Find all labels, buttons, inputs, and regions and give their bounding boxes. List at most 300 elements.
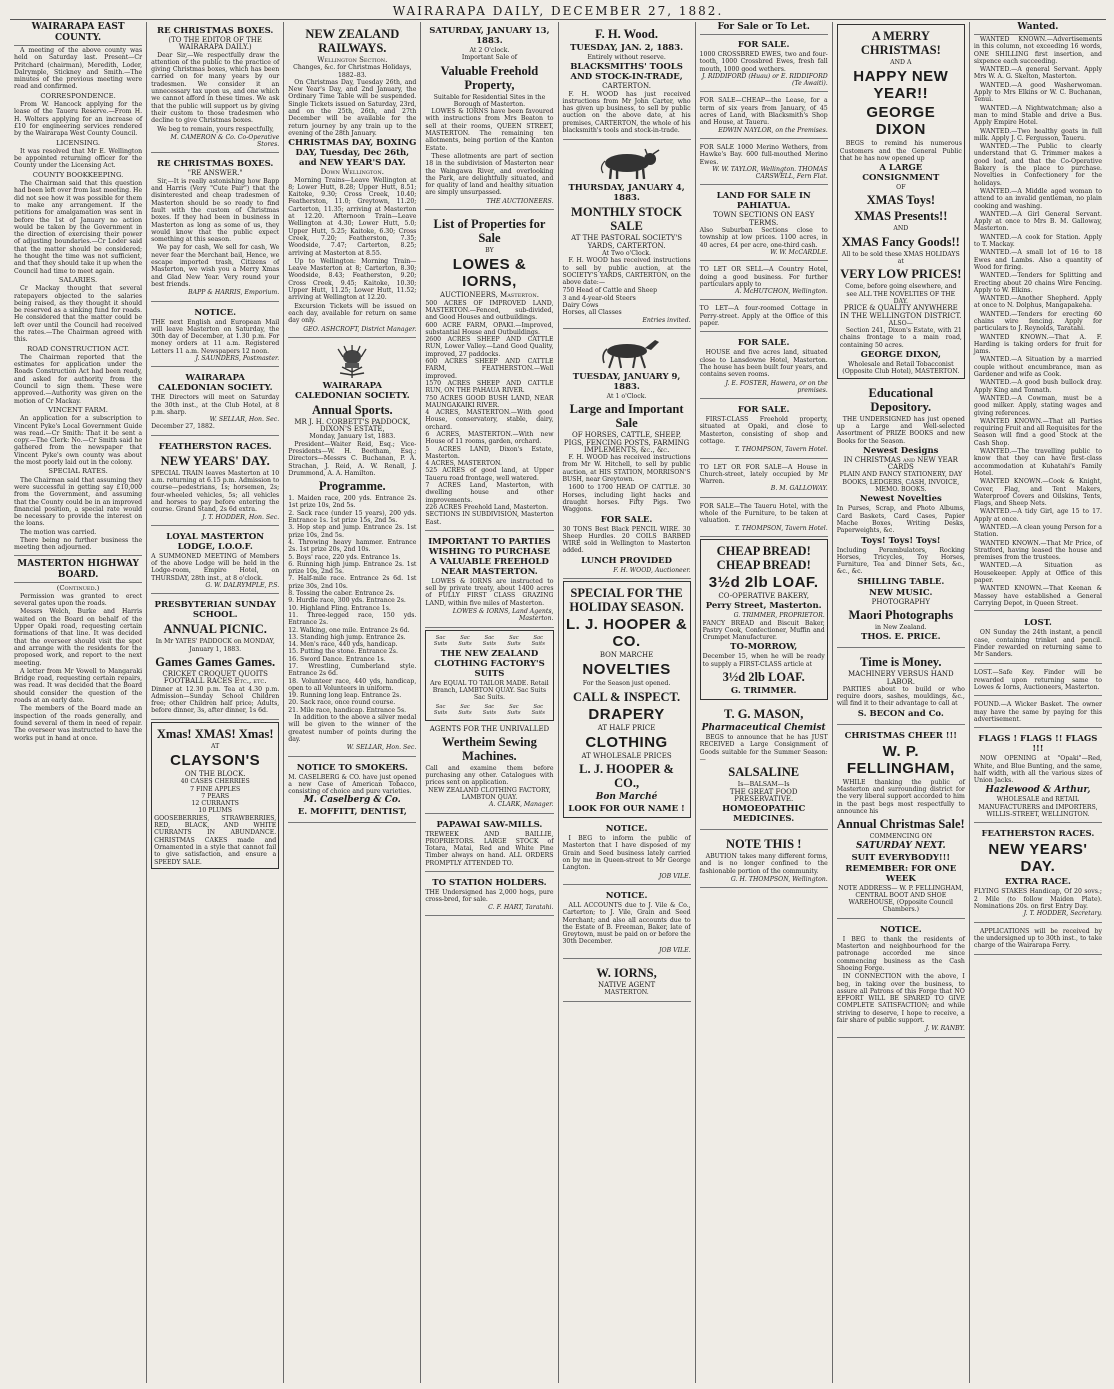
ad-text: OF: [896, 184, 906, 192]
ad-notice-vile: [563, 820, 691, 885]
ad-text: FLYING STAKES Handicap, Of 20 sovs.; 2 Mile (to follow Maiden Plate). Nominations 20s. on first Entry Day.: [973, 888, 1102, 910]
ad-heading: Perry Street, Masterton.: [705, 601, 822, 612]
col1-section: LICENSING.: [56, 138, 101, 147]
ad-heading: RE CHRISTMAS BOXES.: [157, 159, 274, 170]
ad-heading: Toys! Toys! Toys!: [861, 535, 941, 546]
ad-subheading: Pharmaceutical Chemist: [701, 723, 826, 734]
ad-text: F. H. WOOD has received instructions from Mr W. Hitchell, to sell by public auction, at HIS STATION, MORRISON'S BUSH, near Greytown.: [562, 454, 691, 484]
ad-big-heading: NOTE THIS !: [725, 837, 802, 852]
ad-lost-key: [974, 666, 1102, 696]
ad-subheading: ON THE BLOCK.: [184, 770, 246, 778]
ad-merino: [700, 141, 828, 185]
ad-heading: A LARGE CONSIGNMENT: [862, 163, 940, 184]
wanted-list: [974, 36, 1102, 607]
ad-lost: [974, 614, 1102, 664]
ad-text: Excursion Tickets will be issued on each day, available for return on same day only.: [288, 302, 417, 325]
ad-note-this: [700, 832, 828, 888]
horse-illustration: [563, 336, 691, 370]
ad-text: TO LET OR FOR SALE—A House in Church-street, lately occupied by Mr Warren.: [699, 463, 828, 486]
list-item: 7. Half-mile race. Entrance 2s 6d. 1st prize 30s, 2nd 10s.: [288, 575, 417, 590]
ad-date: December 27, 1882.: [151, 423, 215, 431]
ad-heading: GEORGE DIXON,: [860, 350, 941, 361]
ad-subheading: Hazlewood & Arthur,: [985, 785, 1091, 796]
ad-text: Dinner at 12.30 p.m. Tea at 4.30 p.m. Admission—Sunday School Children free; other Children half price; Adults, before dinner, 3s, after dinner, 1s 6d.: [151, 685, 280, 715]
list-item: 12. Walking, one mile. Entrance 2s 6d.: [288, 626, 410, 634]
list-item: 19. Running long leap. Entrance 2s.: [288, 692, 402, 700]
ad-heading: PRESBYTERIAN SUNDAY SCHOOL.: [154, 600, 276, 621]
ad-monthly-stock: [563, 142, 691, 329]
list-item: 9. Hurdle race, 300 yds. Entrance 2s.: [288, 597, 406, 605]
ad-text: F. H. WOOD has just received instructions from Mr John Carter, who has given up business, to sell by public auction on the above date, at his premises, CARTERTON, the whole of his blacksmith's tools and stock-in-trade.: [562, 90, 691, 135]
ad-big-heading: W. IORNS,: [596, 966, 657, 981]
thistle-emblem-illustration: [288, 345, 416, 379]
ad-railways: [288, 22, 416, 338]
column-4: [421, 22, 558, 1383]
ad-lodge: [151, 528, 279, 594]
list-item: 525 ACRES of good land, at Upper Taueru road frontage, well watered.: [425, 467, 554, 482]
ad-text: Come, before going elsewhere, and see ALL THE NOVELTIES OF THE DAY.: [845, 283, 957, 305]
ad-text: FOR SALE—The Taueru Hotel, with the whole of the Furniture, to be taken at valuation.: [699, 502, 828, 525]
ad-text: AND A: [890, 59, 912, 66]
ad-big-heading: Annual Sports.: [312, 402, 393, 417]
ad-text: Also Suburban Sections close to township at low prices. 1100 acres, in 40 acres, £4 per acre, one-third cash.: [699, 227, 828, 249]
ad-heading: FEATHERSTON RACES.: [158, 441, 272, 452]
ad-text: WHILE thanking the public of Masterton and surrounding district for the very liberal support accorded to him in the past begs most respectfully to announce his: [836, 778, 965, 815]
wanted-item: WANTED.—A Middle aged woman to attend to an invalid gentleman, no plain cooking and washing.: [973, 187, 1102, 210]
wanted-item: WANTED.—Tenders for erecting 60 chains wire fencing. Apply for particulars to J. Reynolds, Taratahi.: [973, 310, 1102, 333]
list-item: 1. Maiden race, 200 yds. Entrance 2s. 1st prize 10s, 2nd 5s.: [288, 495, 417, 510]
ad-cheap-bread: [700, 539, 828, 700]
ad-signature: A. CLARK, Manager.: [489, 801, 554, 809]
ad-freehold: [700, 401, 828, 458]
ad-subheading: MACHINERY VERSUS HAND LABOR.: [847, 670, 954, 686]
ad-house-sale: [700, 334, 828, 399]
ad-subheading: (TO THE EDITOR OF THE WAIRARAPA DAILY.): [168, 36, 262, 52]
ad-big-heading: NEW ZEALAND RAILWAYS.: [305, 27, 400, 55]
ad-text: NEW ZEALAND CLOTHING FACTORY, LAMBTON QUAY.: [428, 786, 551, 801]
col1-body: [14, 47, 142, 552]
ad-heading: CHRISTMAS DAY, BOXING DAY, Tuesday, Dec 26th, and NEW YEAR'S DAY.: [288, 138, 417, 169]
ad-heading: NOTICE.: [194, 307, 237, 318]
ad-claysons: [151, 722, 279, 869]
ad-mason-chemist: [700, 702, 828, 830]
column-7: [833, 22, 970, 1383]
ad-christmas-boxes: [151, 22, 279, 153]
ad-subheading: MR J. H. CORBETT'S PADDOCK, DIXON'S ESTATE,: [294, 417, 411, 434]
wanted-item: WANTED KNOWN.—Advertisements in this column, not exceeding 16 words, ONE SHILLING first insertion, and sixpence each succeeding.: [973, 36, 1102, 65]
ad-signature: M. CAMERON & Co. Co-Operative Stores.: [170, 133, 280, 149]
ad-text: LOWES & IORNS are instructed to sell by private treaty, about 1400 acres of FULLY FIRST CLASS GRAZING LAND, within five miles of Masterton.: [425, 577, 554, 607]
list-item: 2. Sack race (under 15 years), 200 yds. Entrance 1s. 1st prize 15s, 2nd 5s.: [288, 509, 417, 525]
col1-section: VINCENT FARM.: [48, 405, 108, 414]
wanted-item: WANTED.—A Cowman, must be a good milker. Apply, stating wages and giving references.: [973, 394, 1102, 417]
ad-subheading: OF HORSES, CATTLE, SHEEP, PIGS, FENCING POSTS, FARMING IMPLEMENTS, &c., &c.: [563, 431, 690, 454]
ad-subheading: AT WHOLESALE PRICES: [581, 751, 672, 760]
ad-signature: G. TRIMMER, PROPRIETOR.: [733, 612, 825, 620]
ad-huge-heading: GEORGE DIXON: [866, 104, 936, 139]
ad-time-is-money: [837, 650, 965, 724]
ad-heading: NEW MUSIC.: [869, 587, 933, 598]
ad-signature: J. T. HODDER, Hon. Sec.: [202, 513, 280, 521]
col1-para: The Chairman said that this question had been left over from last meeting. He did not see how it was possible for them to make any arrangement. If the petitions for amalgamation was sent in before the 1st of January no action would be taken by the Government in the direction of exercising their power of adjusting boundaries.—Cr Loder said that the matter should be considered; he thought the time was not sufficient, and that they should take it up when the Council had time to meet again.: [14, 180, 143, 275]
ad-text: All to be sold these XMAS HOLIDAYS at: [841, 250, 960, 266]
wanted-item: WANTED.—A Girl General Servant. Apply at once to Mrs B. M. Galloway, Masterton.: [973, 210, 1102, 233]
list-item: 17. Wrestling, Cumberland style. Entrance 2s 6d.: [288, 663, 417, 678]
ad-heading: TO STATION HOLDERS.: [432, 878, 547, 889]
ad-text: BY: [485, 247, 494, 255]
ad-heading: SATURDAY, JANUARY 13, 1883.: [429, 26, 550, 46]
ad-huge-heading: CLOTHING: [585, 733, 668, 751]
list-item: 5 ACRES LAND, Dixon's Estate, Masterton.: [425, 445, 554, 460]
ad-text: LOWES & IORNS have been favoured with instructions from Mrs Beaton to sell at their rooms, QUEEN STREET, MASTERTON. The remaining ten allotments, being portion of the Kanton Estate.: [425, 108, 554, 152]
list-item: Horses, all Classes: [562, 309, 622, 317]
ad-heading: NOTICE.: [605, 824, 648, 835]
ad-signature: JOB VILE.: [659, 872, 691, 880]
wanted-item: WANTED.—A cook for Station. Apply to T. Mackay.: [973, 233, 1102, 249]
divider: [974, 610, 1102, 611]
ad-text: ALSO—: [888, 319, 913, 327]
list-item: 226 ACRES Freehold Land, Masterton.: [425, 503, 549, 511]
ad-text: Dear Sir,—We respectfully draw the attention of the public to the practice of giving Christmas boxes, which has been carried on for many years by our tradesmen. We consider it an unnecessary tax upon us, and one which we cannot afford in these times. We ask that the public will support us by giving their custom to those tradesmen who decline to give Christmas boxes.: [151, 51, 280, 125]
ad-ewes: [700, 36, 828, 92]
ad-large-sale: [563, 331, 691, 579]
ad-text: COMMENCING ON: [869, 833, 933, 841]
ad-big-heading: Maori Photographs: [848, 607, 954, 622]
ad-sunday-school: [151, 596, 279, 719]
ad-heading: EXTRA RACE.: [1004, 877, 1071, 888]
ad-heading: THURSDAY, JANUARY 4, 1883.: [568, 183, 685, 204]
ad-heading: NOTICE TO SMOKERS.: [296, 762, 408, 773]
wanted-item: WANTED.—A Nightwatchman; also a man to mind Stable and drive a Bus. Apply Empire Hotel.: [973, 104, 1102, 127]
wanted-item: WANTED.—The travelling public to know that they can have first-class accommodation at Kuhatahi's Family Hotel.: [973, 448, 1102, 477]
ad-big-heading: A MERRY CHRISTMAS!: [860, 29, 941, 57]
ad-text: TO LET—A four-roomed Cottage in Perry-street. Apply at the Office of this paper.: [699, 305, 828, 328]
ad-forge-notice: [837, 921, 965, 1038]
ad-text: In Purses, Scrap, and Photo Albums, Card Baskets, Card Cases, Papier Mache Boxes, Writing Desks, Paperweights, &c.: [836, 505, 965, 535]
ad-smokers: [288, 759, 416, 824]
ad-clothing-factory: [425, 630, 553, 721]
ad-text: FOR SALE 1000 Merino Wethers, from Hawke's Bay. 600 full-mouthed Merino Ewes.: [699, 143, 828, 166]
ad-huge-heading: DRAPERY: [588, 705, 665, 723]
ad-signature: B. M. GALLOWAY.: [770, 485, 828, 493]
ad-big-heading: T. G. MASON,: [724, 707, 804, 722]
ad-text: Up to Wellington: Morning Train—Leave Masterton at 8; Carterton, 8.30; Woodside, 8.43; Featherston, 9.20; Cross Creek, 9.45; Kaitoke, 10.30; Upper Hutt, 11.25; Lower Hutt, 11.52; arriving at Wellington at 12.20.: [288, 257, 417, 302]
ad-text: THE Directors will meet on Saturday the 30th inst., at the Club Hotel, at 8 p.m. sharp.: [151, 394, 280, 416]
ad-text: FOR SALE—CHEAP—the Lease, for a term of six years from January, of 45 acres of Land, with Blacksmith's Shop and House, at Taueru.: [699, 97, 828, 127]
list-item: 500 ACRES OF IMPROVED LAND, MASTERTON.—Fenced, sub-divided, and Good Houses and outbuildings.: [425, 299, 554, 322]
ad-text: FIRST-CLASS Freehold property, situated at Opaki, and close to Masterton, consisting of shop and cottage.: [699, 416, 828, 445]
ad-text: GOOSEBERRIES, STRAWBERRIES, RED, BLACK, AND WHITE CURRANTS IN ABUNDANCE. CHRISTMAS CAKES made and Ornamented in a style that cannot fail to give satisfaction, and ensure a SPEEDY SALE.: [154, 814, 277, 866]
ad-text: Changes, &c. for Christmas Holidays, 1882–83.: [293, 64, 412, 79]
ad-heading: S. BECON and Co.: [857, 708, 944, 719]
ad-heading: HOMOEOPATHIC MEDICINES.: [722, 804, 806, 825]
ad-featherston-extra: [974, 825, 1102, 922]
col1-section: CORRESPONDENCE.: [40, 91, 116, 100]
ad-caledonian-meeting: [151, 369, 279, 435]
ad-big-heading: SALSALINE: [728, 765, 800, 780]
border-text: Sac Suits: [458, 634, 472, 647]
ad-big-heading: Time is Money.: [860, 655, 942, 670]
ad-signature: W. SELLAR, Hon. Sec.: [209, 416, 280, 424]
list-item: 4 ACRES, MASTERTON.—With good House, conservatory, stable, dairy, orchard.: [425, 409, 554, 431]
border-text: Sac Suits: [458, 703, 472, 716]
ad-text: FOUND.—A Wicker Basket. The owner may have the same by paying for this advertisement.: [973, 701, 1102, 723]
ad-huge-heading: 3½d 2lb LOAF.: [708, 573, 819, 591]
ad-important-freehold: [425, 533, 553, 628]
ad-heading: TO-MORROW,: [730, 642, 798, 653]
ad-big-heading: Programme.: [318, 479, 386, 494]
list-item: 7 ACRES Land, Masterton, with dwelling house and other improvements.: [425, 482, 554, 504]
col1-para: Messrs Welch, Burke and Harris waited on the Board on behalf of the Upper Opaki road, requesting certain formations of that line. It was decided that the overseer should visit the spot and arrange with the residents for the proposed work, and report to the next meeting.: [14, 608, 143, 667]
ad-sewing-machines: [425, 723, 553, 814]
col1-para: There being no further business the meeting then adjourned.: [14, 537, 143, 552]
ad-text: In addition to the above a silver medal will be given to the winner of the greatest number of points during the day.: [288, 714, 417, 743]
ad-heading: LUNCH PROVIDED: [581, 555, 673, 566]
ad-signature: J. RIDDIFORD (Huau) or E. RIDDIFORD (Te Awaiti).: [701, 72, 828, 88]
wanted-item: WANTED.—Tenders for Splitting and Erecting about 20 chains Wire Fencing. Apply to W. Elkins.: [973, 272, 1102, 294]
ad-big-heading: Xmas! XMAS! Xmas!: [156, 726, 274, 741]
ad-heading: LOOK FOR OUR NAME !: [568, 804, 685, 815]
list-item: Dairy Cows: [562, 302, 599, 310]
ad-huge-heading: W. P. FELLINGHAM,: [846, 742, 955, 777]
col1-para: From W. Hancock applying for the lease of the Taueru Reserve.—From H. H. Wolters applying for an increase of £10 for engineering services rendered by the Wairarapa West County Council.: [14, 101, 143, 138]
ad-heading: PAPAWAI SAW-MILLS.: [436, 819, 543, 830]
ad-signature: J. T. HODDER, Secretary.: [1023, 910, 1102, 918]
list-item: 10. Highland Fling. Entrance 1s.: [288, 604, 391, 612]
ad-featherston-races: [151, 438, 279, 526]
ad-text: Entries invited.: [642, 316, 691, 324]
ad-text: AND: [893, 225, 909, 233]
ad-heading: IMPORTANT TO PARTIES WISHING TO PURCHASE A VALUABLE FREEHOLD NEAR MASTERTON.: [428, 536, 551, 577]
ad-text: IN CONNECTION with the above, I beg, in taking over the business, to assure all Patrons of this Forge that NO EFFORT WILL BE SPARED TO GIVE COMPLETE SATISFACTION; and while striving to deserve, I hope to receive, a fair share of public support.: [836, 973, 965, 1024]
col1-para: A letter from Mr Vowell to Mangaraki Bridge road, requesting certain repairs, was read. It was decided that the Board should consider the question of the roads at an early date.: [14, 667, 143, 705]
ad-educational: [837, 381, 965, 649]
list-item: 8. Tossing the caber. Entrance 2s.: [288, 590, 395, 598]
col1-heading2: MASTERTON HIGHWAY BOARD.: [14, 559, 142, 583]
ad-text: THE UNDERSIGNED has just opened up a Large and Well-selected Assortment of PRIZE BOOKS and new Books for the Season.: [836, 415, 965, 445]
ad-subheading: AT THE PASTORAL SOCIETY'S YARDS, CARTERTON.: [571, 234, 683, 250]
border-text: Sac Suits: [433, 703, 448, 716]
ad-signature: EDWIN NAYLOR, on the Premises.: [718, 126, 828, 134]
ad-hotel-let: [700, 263, 828, 300]
ad-signature: G. W. DALRYMPLE, P.S.: [205, 582, 280, 590]
ad-text: President—Waiter Reid, Esq.; Vice-Presidents—W. H. Beetham, Esq.; Directors—Messrs C. Buchanan, P. A. Strachan, J. Reid, A. W. Renall, J. Drummond, A. A. Hamilton.: [288, 440, 417, 477]
border-text: Sac Suits: [433, 634, 448, 647]
ad-text: HOUSE and five acres land, situated close to Lansdowne Hotel, Masterton. The house has been built four years, and contains seven rooms.: [699, 349, 828, 379]
ad-christmas-boxes-answer: [151, 155, 279, 301]
wanted-item: WANTED.—A Situation as Housekeeper. Apply at Office of this paper.: [973, 562, 1102, 585]
ad-big-heading: CALL & INSPECT.: [573, 689, 681, 704]
ad-text: in New Zealand.: [875, 623, 927, 631]
ad-date: Monday, January 1st, 1883.: [309, 433, 396, 441]
list-item: 12 CURRANTS: [191, 800, 239, 808]
list-item: 1570 ACRES SHEEP AND CATTLE RUN, ON THE PAHAUA RIVER.: [425, 379, 554, 395]
list-item: 20. Sack race, once round course.: [288, 699, 396, 707]
ad-flags: [974, 730, 1102, 823]
ad-text: We beg to remain, yours respectfully,: [157, 125, 274, 133]
ad-subheading: PHOTOGRAPHY: [871, 597, 930, 606]
ad-heading: LOST.: [1024, 618, 1052, 629]
ad-text: I BEG to thank the residents of Masterton and neighbourhood for the patronage accorded me since commencing business as the Cash Shoeing Forge.: [836, 935, 965, 972]
ad-heading: NOTICE.: [605, 890, 648, 901]
ad-big-heading: List of Properties for Sale: [433, 217, 546, 246]
list-item: 13. Standing high jump. Entrance 2s.: [288, 633, 406, 641]
ad-george-dixon: [837, 24, 965, 379]
ad-big-heading: XMAS Fancy Goods!!: [841, 234, 960, 249]
ad-heading: THOS. E. PRICE.: [861, 632, 941, 643]
col1-para: The motion was carried.: [20, 528, 97, 536]
ad-heading: FOR SALE.: [737, 338, 790, 349]
ad-text: TREWEEK AND BAILLIE, PROPRIETORS. LARGE STOCK of Totara, Matai, Red and White Pine Timber always on hand. ALL ORDERS PROMPTLY ATTENDED TO.: [425, 830, 554, 867]
list-item: 750 ACRES GOOD BUSH LAND, NEAR MAUNGAKAIKI RIVER.: [425, 394, 554, 409]
ad-text: MASTERTON.: [604, 989, 649, 997]
wanted-item: WANTED KNOWN.—That A. F. Harding is taking orders for fruit for jams.: [973, 333, 1102, 356]
ad-text: AT: [211, 742, 220, 750]
ad-text: Section 241, Dixon's Estate, with 21 chains frontage to a main road, containing 50 acres.: [839, 327, 962, 349]
columns: [10, 22, 1106, 1383]
ad-heading: BLACKSMITHS' TOOLS AND STOCK-IN-TRADE,: [570, 62, 683, 83]
col1-section: ROAD CONSTRUCTION ACT.: [27, 344, 129, 353]
ad-big-heading: VERY LOW PRICES!: [840, 267, 962, 282]
ad-big-heading: Games Games Games.: [155, 654, 276, 669]
ad-heading: TUESDAY, JAN. 2, 1883.: [570, 43, 684, 53]
list-item: 3 and 4-year-old Steers: [562, 294, 636, 302]
ad-text: Morning Trains—Leave Wellington at 8; Lower Hutt, 8.28; Upper Hutt, 8.51; Kaitoke, 9.30; Cross Creek, 10.40; Featherston, 11.0; Greytown, 11.20; Carterton, 11.35; arriving at Masterton at 12.20. Afternoon Train—Leave Wellington at 4.30; Lower Hutt, 5.0; Upper Hutt, 5.25; Kaitoke, 6.30; Cross Creek, 7.20; Featherston, 7.35; Woodside, 7.47; Carterton, 8.25; arriving at Masterton at 8.55.: [288, 176, 417, 257]
col1-para: It was resolved that Mr E. Wellington be appointed returning officer for the County under the Licensing Act.: [14, 147, 143, 170]
border-text: Sac Suits: [507, 703, 521, 716]
ad-huge-heading: NOVELTIES: [582, 661, 671, 679]
ad-subheading: CARTERTON.: [602, 82, 651, 91]
wanted-item: WANTED.—The Public to clearly understand that G. Trimmer makes a good loaf, and that the Co-Operative Bakery is the place to purchase. Novelties in Confectionery for the holidays.: [973, 143, 1102, 187]
ad-text: LOST.—Safe Key. Finder will be rewarded upon returning same to Lowes & Iorns, Auctioneers, Masterton.: [973, 669, 1102, 692]
ad-signature: JOB VILE.: [659, 946, 691, 954]
ad-signature: W. W. TAYLOR, Wellington. THOMAS CARSWELL, Fern Flat.: [712, 165, 828, 181]
ad-text: THE Undersigned has 2,000 hogs, pure cross-bred, for sale.: [425, 889, 554, 904]
list-item: 21. Mile race, handicap. Entrance 5s.: [288, 706, 407, 714]
ad-text: F. H. WOOD has received instructions to sell by public auction, at the SOCIETY'S YARDS, CARTERTON, on the above date:—: [562, 257, 691, 287]
ad-caledonian-sports: [288, 340, 416, 757]
ad-subheading: PRICE & QUALITY ANYWHERE IN THE WELLINGTON DISTRICT.: [840, 304, 962, 320]
masthead: WAIRARAPA DAILY, DECEMBER 27, 1882.: [10, 4, 1106, 20]
column-5: [559, 22, 696, 1383]
col1-heading: WAIRARAPA EAST COUNTY.: [14, 22, 142, 46]
ad-cottage: [700, 302, 828, 332]
ad-text: Wholesale and Retail Tobacconist (Opposite Club Hotel), MASTERTON.: [842, 361, 960, 376]
wanted-item: WANTED KNOWN.—That Mr Price, of Stratford, having leased the house and premises from the trustees.: [973, 539, 1102, 562]
list-item: 11. Three-legged race, 150 yds. Entrance 2s.: [288, 611, 417, 627]
ad-text: On Christmas Day, Tuesday 26th, and New Year's Day, and 2nd January, the Ordinary Time Table will be suspended. Single Tickets issued on Saturday, 23rd, and on the 25th, 26th, and 27th December will be available for the return journey by any train up to the evening of the 28th January.: [288, 78, 417, 137]
ad-big-heading: ANNUAL PICNIC.: [163, 622, 267, 637]
list-item: 15. Putting the stone. Entrance 2s.: [288, 648, 398, 656]
ad-text: TO LET OR SELL—A Country Hotel, doing a good business. For further particulars apply to: [699, 266, 828, 288]
ad-text: We pay for cash, We sell for cash, We never fear the Merchant bail, Hence, we escape imported trash, Citizens of Masterton, we wish you a Merry Xmas and Glad New Year. Very round your best friends.: [151, 244, 280, 288]
wanted-item: WANTED.—A clean young Person for a Station.: [973, 524, 1102, 539]
ad-text: At 1 o'Clock.: [606, 392, 647, 400]
list-item: 16. Sword Dance. Entrance 1s.: [288, 655, 386, 663]
ad-heading: Newest Designs: [863, 445, 939, 456]
ad-found: [974, 698, 1102, 728]
ad-subheading: SATURDAY NEXT.: [855, 840, 946, 851]
ad-cheap-lease: [700, 94, 828, 138]
col1-para: The Chairman reported that the estimates for application under the Roads Construction Act had been ready, and asked for authority from the Council to sign them. These were approved.—Authority was given on the motion of Cr Mackay.: [14, 353, 143, 405]
ad-subheading: TOWN SECTIONS ON EASY TERMS.: [713, 211, 815, 227]
ad-signature: M. Caselberg & Co.: [303, 795, 401, 806]
col1-para: Permission was granted to erect several gates upon the roads.: [14, 592, 143, 608]
divider: [14, 555, 142, 556]
ad-text: Important Sale of: [461, 54, 517, 62]
ad-heading: E. MOFFITT, DENTIST,: [297, 807, 407, 818]
ad-saw-mills: [425, 816, 553, 872]
ad-text: At 2 O'clock.: [469, 47, 510, 54]
ad-big-heading: NEW YEARS' DAY.: [160, 453, 270, 468]
ad-ferry: [974, 925, 1102, 956]
ad-heading: CHRISTMAS CHEER !!!: [844, 730, 957, 741]
ad-signature: J. E. FOSTER, Hawera, or on the premises.: [725, 379, 828, 394]
col1-continued: (Continued.): [56, 583, 100, 592]
ad-text: Suitable for Residential Sites in the Borough of Masterton.: [433, 93, 546, 108]
wanted-item: WANTED.—A small lot of 16 to 18 Ewes and Lambs. Also a quantity of Wood for firing.: [973, 249, 1102, 271]
ad-heading: FOR SALE.: [600, 514, 653, 525]
list-item: 600 ACRES SHEEP AND CATTLE FARM, FEATHERSTON.—Well improved.: [425, 358, 554, 380]
border-text: Sac Suits: [531, 703, 545, 716]
list-item: 7 FINE APPLES: [190, 785, 241, 793]
ad-subheading: THE GREAT FOOD PRESERVATIVE.: [729, 787, 798, 803]
ad-taueru-hotel: [700, 500, 828, 537]
ad-subheading: AGENTS FOR THE UNRIVALLED: [429, 724, 550, 733]
ad-big-heading: XMAS Presents!!: [854, 209, 948, 224]
ad-subheading: "RE ANSWER.": [187, 169, 243, 178]
ad-hooper-holiday: [563, 581, 691, 818]
list-item: 7 PEARS: [201, 792, 230, 800]
ad-big-heading: F. H. Wood.: [595, 27, 658, 41]
ad-text: SPECIAL TRAIN leaves Masterton at 10 a.m. returning at 6.15 p.m. Admission to course—pedestrians, 1s; horsemen, 2s; four-wheeled vehicles, 5s; all vehicles and horses to pay before entering the course. Grand Stand, 2s 6d extra.: [151, 469, 280, 514]
ad-text: Including Perambulators, Rocking Horses, Tricycles, Toy Horses, Furniture, Tea and Dinner Sets, &c., &c., &c.: [836, 546, 965, 576]
sac-suits-border: [428, 704, 550, 716]
ad-text: M. CASELBERG & CO. have just opened a new Case of American Tobacco, consisting of choice and pure varieties.: [288, 773, 417, 796]
wanted-item: WANTED.—A good bush bullock dray. Apply King and Tonnath.: [973, 379, 1102, 394]
ad-big-heading: L. J. HOOPER & CO.,: [579, 762, 674, 791]
ad-signature: W. W. McCARDLE.: [770, 248, 828, 256]
ad-church-street: [700, 461, 828, 498]
ad-text: Entirely without reserve.: [587, 54, 666, 61]
col8-heading: Wanted.: [974, 22, 1102, 35]
ad-subheading: AUCTIONEERS, Masterton.: [439, 291, 539, 300]
ad-text: ABUTION takes many different forms, and is no longer confined to the fashionable portion of the community.: [699, 853, 828, 875]
ad-signature: T. THOMPSON, Tavern Hotel.: [734, 446, 828, 454]
list-item: 5. Boys' race, 220 yds. Entrance 1s.: [288, 553, 401, 561]
ad-huge-heading: L. J. HOOPER & CO.: [565, 615, 688, 650]
ad-text: A SUMMONED MEETING of Members of the above Lodge will be held in the Lodge-room, Empire Hotel, on THURSDAY, 28th inst., at 8 o'clock.: [151, 552, 280, 582]
ad-heading: FOR SALE.: [737, 405, 790, 416]
list-item: SECTIONS IN SUBDIVISION, Masterton East.: [425, 511, 554, 526]
ad-text: Sir,—It is really astonishing how Bapp and Harris (Very "Cute Pair") that the disinterested and cheap tradesmen of Masterton should be so ready to find fault with the custom of Christmas boxes. If they had been in business in Masterton as long as some of us, they would know that the public expect something at this season.: [151, 177, 280, 244]
wanted-item: WANTED.—A tidy Girl, age 15 to 17. Apply at once.: [973, 508, 1102, 523]
ad-text: I BEG to inform the public of Masterton that I have disposed of my Grain and Seed business lately carried on by me in Queen-street to Mr George Langton.: [562, 835, 691, 872]
ad-signature: T. THOMPSON, Tavern Hotel.: [734, 524, 828, 532]
programme-list: [288, 495, 416, 714]
ad-heading: LAND FOR SALE IN PAHIATUA.: [716, 191, 811, 212]
list-item: 14. Men's race, 440 yds, handicap.: [288, 641, 398, 649]
ad-signature: BAPP & HARRIS, Emporium.: [188, 289, 280, 297]
ad-big-heading: Wertheim Sewing Machines.: [442, 734, 537, 763]
ad-signature: J. W. RANBY.: [925, 1025, 965, 1033]
list-item: 4 ACRES, MASTERTON.: [425, 460, 503, 468]
wanted-item: WANTED.—Two healthy goats in full milk. Apply J. C. Fergusson, Taueru.: [973, 127, 1102, 142]
ad-text: ALL ACCOUNTS due to J. Vile & Co., Carterton; to J. Vile, Grain and Seed Merchant; and also all accounts due to the Estate of B. Freeman, Baker, late of Greytown, must be paid on or before the 30th December.: [562, 901, 691, 946]
ad-heading: NOTICE.: [879, 924, 922, 935]
ad-text: Are EQUAL TO TAILOR MADE. Retail Branch, LAMBTON QUAY. Sac Suits Sac Suits.: [430, 679, 549, 702]
ad-text: Call and examine them before purchasing any other. Catalogues with prices sent on application.: [425, 764, 554, 787]
